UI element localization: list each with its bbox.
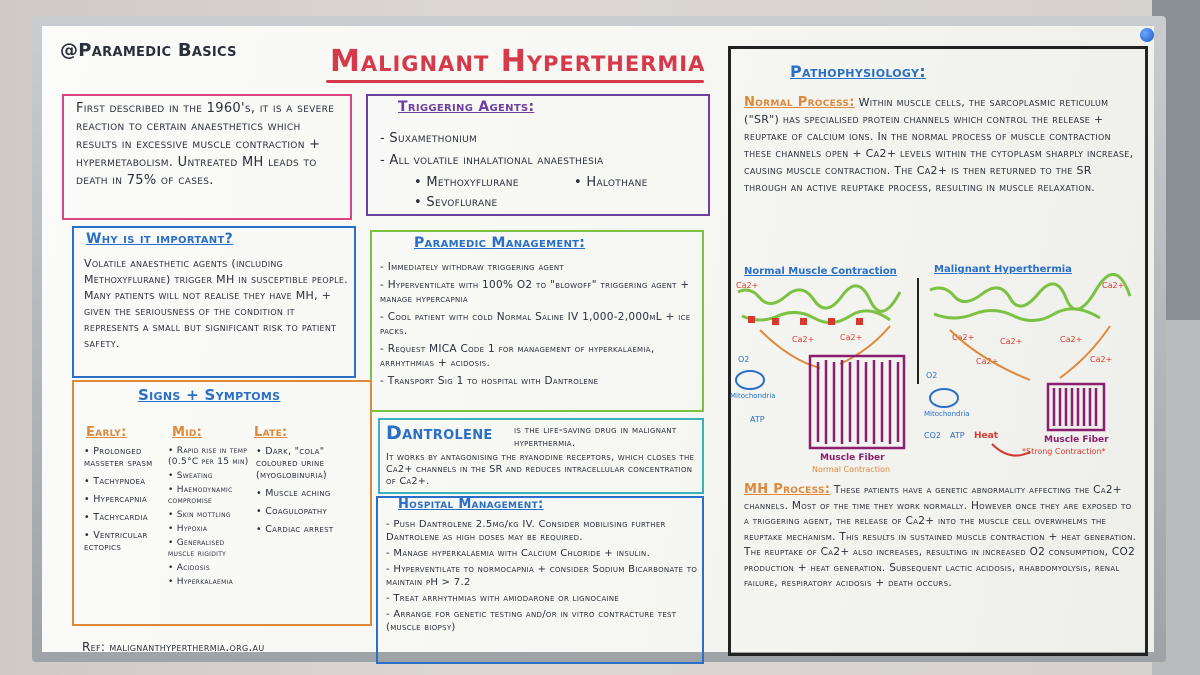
triggering-sub-3: • Sevoflurane bbox=[414, 195, 498, 210]
late-item: • Dark, "cola" coloured urine (myoglobinuria) bbox=[256, 446, 327, 481]
fiber-stripes-normal bbox=[818, 360, 898, 444]
mid-item: • Sweating bbox=[168, 471, 213, 481]
paramedic-item: - Immediately withdraw triggering agent bbox=[380, 261, 564, 273]
intro-text: First described in the 1960's, it is a severe reaction to certain anaesthetics which results in excessive muscle contraction + hypermetabolism. Untreated MH leads to death in 75% of cases. bbox=[76, 101, 335, 188]
ca-label: Ca2+ bbox=[976, 357, 999, 366]
heat-label: Heat bbox=[974, 431, 999, 441]
diagram-right-title: Malignant Hyperthermia bbox=[934, 264, 1072, 275]
mid-list bbox=[168, 446, 254, 588]
triggering-item-1: - Suxamethonium bbox=[380, 131, 478, 146]
hospital-item: - Hyperventilate to normocapnia + consider Sodium Bicarbonate to maintain pH > 7.2 bbox=[386, 564, 698, 588]
muscle-contraction-diagram bbox=[730, 260, 1144, 480]
mid-item: • Rapid rise in temp (0.5°C per 15 min) bbox=[168, 446, 249, 467]
mid-label: Mid: bbox=[172, 425, 203, 440]
triggering-title: Triggering Agents: bbox=[398, 99, 535, 115]
late-item: • Muscle aching bbox=[256, 488, 331, 499]
ca-label: Ca2+ bbox=[792, 335, 815, 344]
page-title: Malignant Hyperthermia bbox=[330, 44, 706, 79]
o2-label: O2 bbox=[926, 371, 938, 380]
early-item: • Prolonged masseter spasm bbox=[84, 446, 153, 469]
normal-process-label: Normal Process: bbox=[744, 95, 855, 110]
triggering-sub-1: • Methoxyflurane bbox=[414, 175, 519, 190]
mid-item: • Hyperkalaemia bbox=[168, 577, 234, 587]
triggering-sub-2: • Halothane bbox=[574, 175, 648, 190]
paramedic-item: - Request MICA Code 1 for management of hyperkalaemia, arrhythmias + acidosis. bbox=[380, 343, 655, 369]
title-underline bbox=[326, 80, 704, 83]
fiber-stripes-contracted bbox=[1054, 388, 1096, 426]
reference-link: Ref: malignanthyperthermia.org.au bbox=[82, 640, 265, 654]
mh-process-text bbox=[744, 482, 1138, 592]
ryanodine-channel bbox=[748, 316, 755, 323]
late-list bbox=[256, 446, 364, 536]
hospital-item: - Manage hyperkalaemia with Calcium Chloride + insulin. bbox=[386, 548, 651, 559]
ryanodine-channel bbox=[800, 318, 807, 325]
early-label: Early: bbox=[86, 425, 127, 440]
co2-label: CO2 bbox=[924, 431, 941, 440]
early-item: • Tachypnoea bbox=[84, 476, 146, 487]
ca-label: Ca2+ bbox=[1000, 337, 1023, 346]
o2-label: O2 bbox=[738, 355, 750, 364]
mitochondria-icon bbox=[736, 371, 764, 389]
atp-label: ATP bbox=[750, 415, 765, 424]
ca-label: Ca2+ bbox=[952, 333, 975, 342]
ca-label: Ca2+ bbox=[736, 281, 759, 290]
ryanodine-channel bbox=[772, 318, 779, 325]
paramedic-item: - Cool patient with cold Normal Saline IV 1,000-2,000mL + ice packs. bbox=[380, 311, 691, 337]
mid-item: • Skin mottling bbox=[168, 510, 231, 520]
sr-membrane-right bbox=[930, 274, 1130, 309]
patho-title: Pathophysiology: bbox=[790, 62, 926, 81]
paramedic-item: - Hyperventilate with 100% O2 to "blowoff" triggering agent + manage hypercapnia bbox=[380, 279, 690, 305]
ca-label: Ca2+ bbox=[1090, 355, 1113, 364]
early-list bbox=[84, 446, 168, 554]
hospital-title: Hospital Management: bbox=[398, 497, 544, 512]
paramedic-list bbox=[380, 260, 700, 388]
early-item: • Hypercapnia bbox=[84, 494, 148, 505]
dantrolene-title: Dantrolene bbox=[386, 422, 493, 444]
early-item: • Tachycardia bbox=[84, 512, 148, 523]
early-item: • Ventricular ectopics bbox=[84, 530, 148, 553]
normal-contraction-label: Normal Contraction bbox=[812, 465, 891, 474]
muscle-fiber-label: Muscle Fiber bbox=[1044, 435, 1109, 445]
normal-process-text bbox=[744, 94, 1138, 196]
ca-arrow bbox=[1060, 326, 1113, 378]
dantrolene-lead: is the life-saving drug in malignant hyperthermia. bbox=[514, 424, 677, 449]
ca-arrow bbox=[840, 326, 890, 364]
magnet-pin-icon bbox=[1140, 28, 1154, 42]
diagram-left-title: Normal Muscle Contraction bbox=[744, 266, 897, 277]
signs-title: Signs + Symptoms bbox=[138, 386, 281, 404]
late-label: Late: bbox=[254, 425, 288, 440]
sr-membrane-left bbox=[738, 286, 900, 311]
dantrolene-text: It works by antagonising the ryanodine receptors, which closes the Ca2+ channels in the SR and reduces intracellular concentration of Ca2+. bbox=[386, 452, 695, 487]
mh-process-label: MH Process: bbox=[744, 482, 831, 497]
importance-title: Why is it important? bbox=[86, 231, 233, 247]
paramedic-item: - Transport Sig 1 to hospital with Dantrolene bbox=[380, 375, 599, 387]
mitochondria-label: Mitochondria bbox=[730, 392, 776, 400]
mid-item: • Acidosis bbox=[168, 563, 211, 573]
mitochondria-label: Mitochondria bbox=[924, 410, 970, 418]
late-item: • Coagulopathy bbox=[256, 506, 328, 517]
mitochondria-icon bbox=[930, 389, 958, 407]
normal-process-body: Within muscle cells, the sarcoplasmic reticulum ("SR") has specialised protein channels which control the release + reuptake of calcium ions. In the normal process of muscle contraction these channels open + Ca2+ levels within the cytoplasm sharply increase, causing muscle contraction. The Ca2+ is then returned to the SR through an active reuptake process, resulting in muscle relaxation. bbox=[744, 96, 1134, 194]
hospital-item: - Push Dantrolene 2.5mg/kg IV. Consider mobilising further Dantrolene as high doses may be required. bbox=[386, 519, 666, 543]
late-item: • Cardiac arrest bbox=[256, 524, 334, 535]
ca-label: Ca2+ bbox=[1102, 281, 1125, 290]
ca-label: Ca2+ bbox=[840, 333, 863, 342]
hospital-item: - Treat arrhythmias with amiodarone or lignocaine bbox=[386, 593, 620, 604]
mid-item: • Generalised muscle rigidity bbox=[168, 538, 227, 559]
paramedic-title: Paramedic Management: bbox=[414, 235, 586, 251]
ryanodine-channel bbox=[828, 318, 835, 325]
handle: @Paramedic Basics bbox=[60, 40, 237, 61]
mid-item: • Haemodynamic compromise bbox=[168, 485, 233, 506]
ryanodine-channel bbox=[856, 318, 863, 325]
triggering-item-2: - All volatile inhalational anaesthesia bbox=[380, 153, 604, 168]
hospital-item: - Arrange for genetic testing and/or in vitro contracture test (muscle biopsy) bbox=[386, 609, 677, 633]
mid-item: • Hypoxia bbox=[168, 524, 208, 534]
sr-membrane-left-lower bbox=[742, 311, 890, 323]
muscle-fiber-label: Muscle Fiber bbox=[820, 453, 885, 463]
hospital-list bbox=[386, 518, 698, 634]
mh-process-body: These patients have a genetic abnormality affecting the Ca2+ channels. Most of the time they work normally. However once they are exposed to a triggering agent, the release of Ca2+ into the muscle cell overwhelms the reuptake mechanism. This results in sustained muscle contraction + heat generation. The reuptake of Ca2+ also increases, resulting in increased O2 consumption, CO2 production + heat generation. Subsequent lactic acidosis, rhabdomyolysis, renal failure, respiratory acidosis + death occurs. bbox=[744, 484, 1137, 589]
importance-text: Volatile anaesthetic agents (including Methoxyflurane) trigger MH in susceptible people. Many patients will not realise they have MH, + given the seriousness of the condition it represents a small but significant risk to patient safety. bbox=[84, 257, 348, 350]
strong-contraction-label: *Strong Contraction* bbox=[1022, 447, 1106, 456]
ca-label: Ca2+ bbox=[1060, 335, 1083, 344]
atp-label: ATP bbox=[950, 431, 965, 440]
